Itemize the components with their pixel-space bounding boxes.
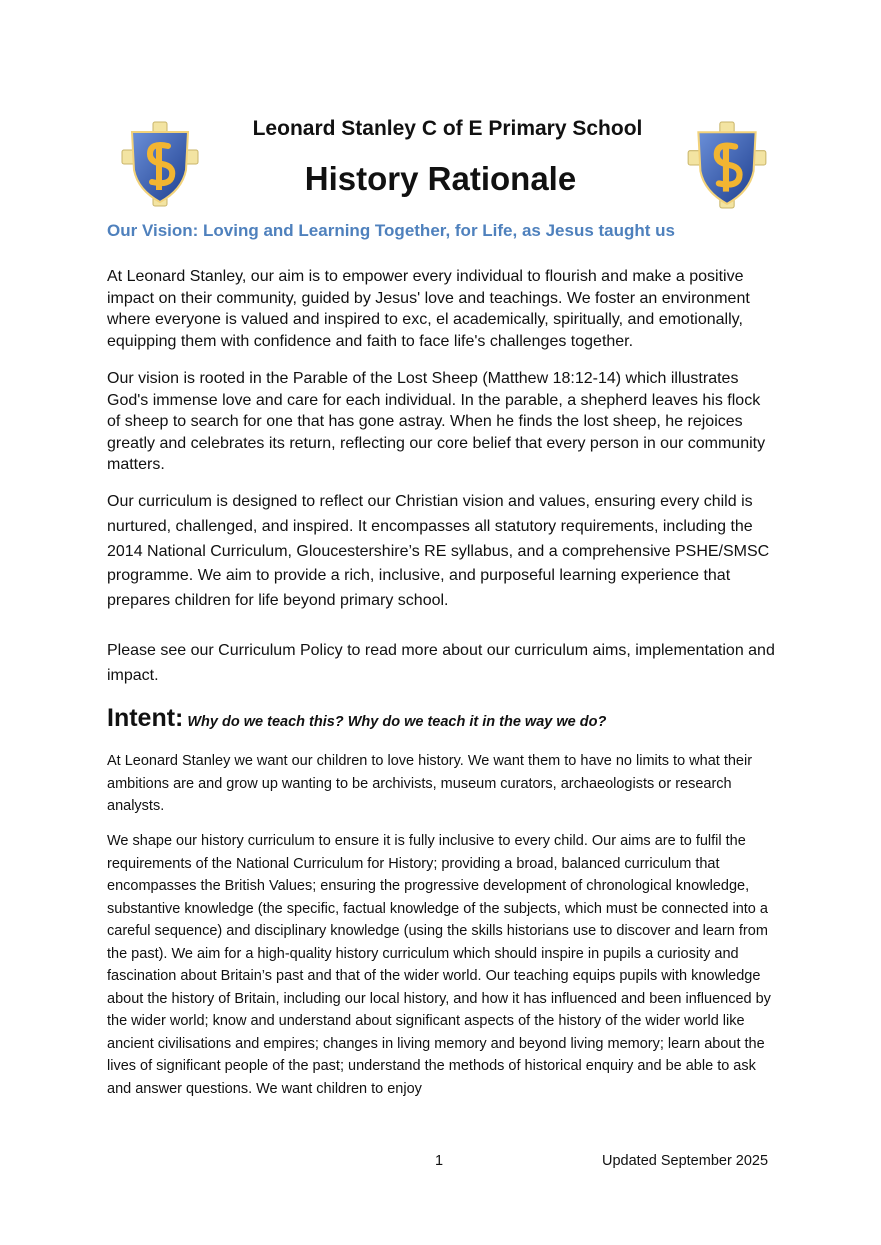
updated-date: Updated September 2025 xyxy=(602,1153,769,1169)
school-name: Leonard Stanley C of E Primary School xyxy=(252,117,643,140)
intent-label: Intent: xyxy=(107,704,184,732)
page-title: History Rationale xyxy=(304,160,577,197)
curriculum-policy-paragraph: Please see our Curriculum Policy to read more about our curriculum aims, implementation and impact. xyxy=(107,642,775,684)
vision-statement: Our Vision: Loving and Learning Together, for Life, as Jesus taught us xyxy=(107,221,675,240)
intent-paragraph-2: We shape our history curriculum to ensure it is fully inclusive to every child. Our aims are to fulfil the requirements of the National Curriculum for History; providing a broad, balanced curriculum that encompasses the British Values; ensuring the progressive development of chronological knowledge, substantive knowledge (the specific, factual knowledge of the subjects, which must be connected into a careful sequence) and disciplinary knowledge (using the skills historians use to discover and learn from the past). We aim for a high-quality history curriculum which should inspire in pupils a curiosity and fascination about Britain’s past and that of the wider world. Our teaching equips pupils with knowledge about the history of Britain, including our local history, and how it has influenced and been influenced by the wider world; know and understand about significant aspects of the history of the wider world like ancient civilisations and empires; changes in living memory and beyond living memory; learn about the lives of significant people of the past; understand the methods of historical enquiry and be able to ask and answer questions. We want children to enjoy xyxy=(107,833,771,1097)
curriculum-paragraph: Our curriculum is designed to reflect our Christian vision and values, ensuring every child is nurtured, challenged, and inspired. It encompasses all statutory requirements, including the 2014 National Curriculum, Gloucestershire’s RE syllabus, and a comprehensive PSHE/SMSC programme. We aim to provide a rich, inclusive, and purposeful learning experience that prepares children for life beyond primary school. xyxy=(107,493,770,610)
page-number: 1 xyxy=(435,1153,444,1169)
intent-heading xyxy=(107,704,606,733)
intent-paragraph-1: At Leonard Stanley we want our children to love history. We want them to have no limits to what their ambitions are and grow up wanting to be archivists, museum curators, archaeologists or research analysts. xyxy=(107,753,753,814)
vision-paragraph: Our vision is rooted in the Parable of the Lost Sheep (Matthew 18:12-14) which illustrates God's immense love and care for each individual. In the parable, a shepherd leaves his flock of sheep to search for one that has gone astray. When he finds the lost sheep, he rejoices greatly and celebrates its return, reflecting our core belief that every person in our community matters. xyxy=(107,370,766,474)
intent-question: Why do we teach this? Why do we teach it in the way we do? xyxy=(187,714,607,730)
aim-paragraph: At Leonard Stanley, our aim is to empower every individual to flourish and make a positive impact on their community, guided by Jesus' love and teachings. We foster an environment where everyone is valued and inspired to exc, el academically, spiritually, and emotionally, equipping them with confidence and faith to face life's challenges together. xyxy=(107,268,750,350)
